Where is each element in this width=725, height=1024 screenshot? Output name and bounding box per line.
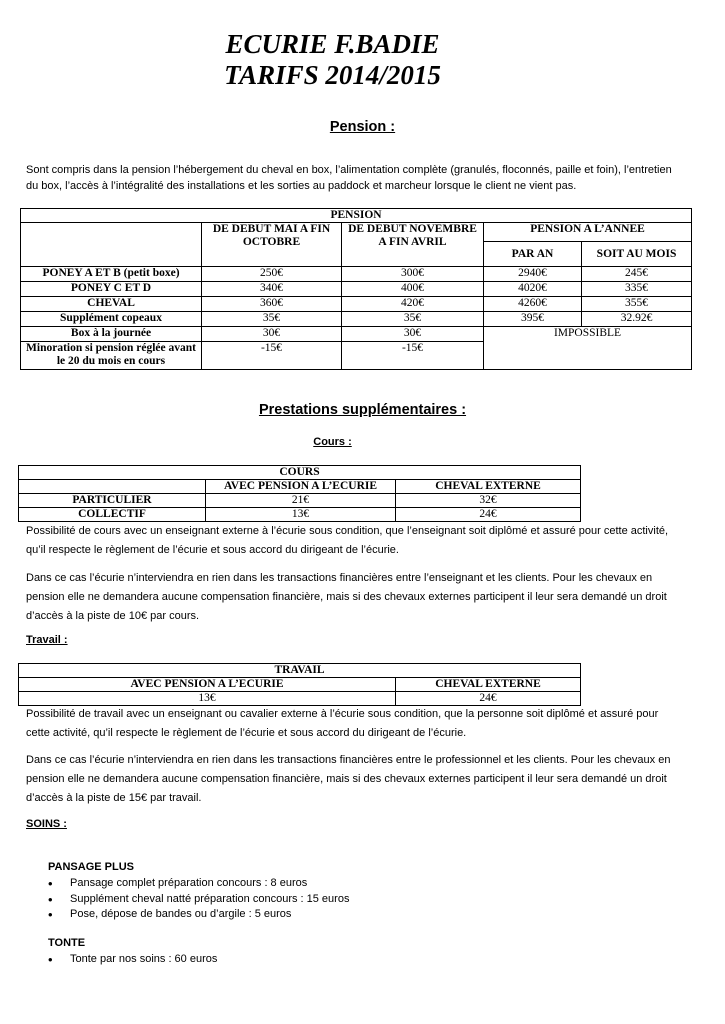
list-item: • Pose, dépose de bandes ou d’argile : 5 euros <box>48 907 349 923</box>
cell: 355€ <box>582 297 692 312</box>
cell: 300€ <box>342 267 484 282</box>
col-cheval-externe: CHEVAL EXTERNE <box>396 678 581 692</box>
pension-table-corner <box>21 223 202 267</box>
soins-heading: SOINS : <box>26 818 67 830</box>
pansage-list <box>48 876 349 923</box>
page-title-line-1: ECURIE F.BADIE <box>225 29 440 59</box>
cell: 35€ <box>202 312 342 327</box>
pension-row <box>21 282 692 297</box>
travail-heading: Travail : <box>26 634 68 646</box>
row-label: Minoration si pension réglée avant le 20 du mois en cours <box>21 342 202 370</box>
row-label: Supplément copeaux <box>21 312 202 327</box>
col-mois: SOIT AU MOIS <box>582 242 692 267</box>
cours-paragraph-1: Possibilité de cours avec un enseignant externe à l’écurie sous condition, que l’enseignant soit diplômé et assuré pour cette activité, qu’il respecte le règlement de l’écurie et sous accord du dirigeant de l’écurie. <box>26 525 669 556</box>
cell: 420€ <box>342 297 484 312</box>
tonte-list <box>48 952 217 968</box>
cours-table <box>18 465 581 522</box>
page-title-line-2: TARIFS 2014/2015 <box>224 60 441 90</box>
cell: 250€ <box>202 267 342 282</box>
travail-table <box>18 663 581 706</box>
pension-table <box>20 208 692 370</box>
cell: 335€ <box>582 282 692 297</box>
cell: 4020€ <box>484 282 582 297</box>
cell: 24€ <box>396 692 581 706</box>
cell: 32.92€ <box>582 312 692 327</box>
travail-table-title: TRAVAIL <box>19 664 581 678</box>
cours-heading: Cours : <box>313 436 352 448</box>
cell: 35€ <box>342 312 484 327</box>
cours-row <box>19 508 581 522</box>
cell: 13€ <box>206 508 396 522</box>
cours-row <box>19 494 581 508</box>
col-cheval-externe: CHEVAL EXTERNE <box>396 480 581 494</box>
list-item: • Pansage complet préparation concours : 8 euros <box>48 876 349 892</box>
row-label: Box à la journée <box>21 327 202 342</box>
cell: 360€ <box>202 297 342 312</box>
cell: 2940€ <box>484 267 582 282</box>
cell: 21€ <box>206 494 396 508</box>
pension-row <box>21 297 692 312</box>
cell: 24€ <box>396 508 581 522</box>
list-item: • Tonte par nos soins : 60 euros <box>48 952 217 968</box>
col-avec-pension: AVEC PENSION A L’ECURIE <box>19 678 396 692</box>
prestations-heading: Prestations supplémentaires : <box>258 402 467 418</box>
cell: 395€ <box>484 312 582 327</box>
cell: 245€ <box>582 267 692 282</box>
pension-intro: Sont compris dans la pension l’hébergement du cheval en box, l’alimentation complète (granulés, floconnés, paille et foin), l’entretien du box, l’accès à l’intégralité des installations et les sorties au paddock et marcheur lorsque le client ne vient pas. <box>26 164 672 192</box>
cours-table-corner <box>19 480 206 494</box>
col-par-an: PAR AN <box>484 242 582 267</box>
cell: 32€ <box>396 494 581 508</box>
pension-row <box>21 312 692 327</box>
list-item: • Supplément cheval natté préparation concours : 15 euros <box>48 892 349 908</box>
impossible-cell: IMPOSSIBLE <box>484 327 692 370</box>
travail-paragraph-1: Possibilité de travail avec un enseignant ou cavalier externe à l’écurie sous condition, que la personne soit diplômé et assuré pour cette activité, qu’il respecte le règlement de l’écurie et sous accord du dirigeant de l’écurie. <box>26 708 659 739</box>
row-label: PARTICULIER <box>19 494 206 508</box>
travail-paragraph-2: Dans ce cas l’écurie n’interviendra en rien dans les transactions financières entre le professionnel et les clients. Pour les chevaux en pension elle ne demandera aucune compensation financière, mais si des chevaux externes participent il leur sera demandé un droit d’accès à la piste de 15€ par travail. <box>26 754 671 804</box>
cell: -15€ <box>202 342 342 370</box>
row-label: PONEY A ET B (petit boxe) <box>21 267 202 282</box>
pension-row <box>21 327 692 342</box>
col-mai-oct: DE DEBUT MAI A FIN OCTOBRE <box>202 223 342 267</box>
row-label: COLLECTIF <box>19 508 206 522</box>
pansage-heading: PANSAGE PLUS <box>48 861 134 873</box>
cell: -15€ <box>342 342 484 370</box>
cell: 4260€ <box>484 297 582 312</box>
pension-row <box>21 267 692 282</box>
tonte-heading: TONTE <box>48 937 86 949</box>
col-avec-pension: AVEC PENSION A L’ECURIE <box>206 480 396 494</box>
travail-row <box>19 692 581 706</box>
cell: 30€ <box>342 327 484 342</box>
col-nov-avr: DE DEBUT NOVEMBRE A FIN AVRIL <box>342 223 484 267</box>
cell: 30€ <box>202 327 342 342</box>
row-label: CHEVAL <box>21 297 202 312</box>
col-annee: PENSION A L’ANNEE <box>484 223 692 242</box>
pension-table-title: PENSION <box>21 209 692 223</box>
pension-heading: Pension : <box>329 119 396 135</box>
cell: 13€ <box>19 692 396 706</box>
row-label: PONEY C ET D <box>21 282 202 297</box>
cours-table-title: COURS <box>19 466 581 480</box>
cell: 340€ <box>202 282 342 297</box>
cours-paragraph-2: Dans ce cas l’écurie n’interviendra en rien dans les transactions financières entre l’enseignant et les clients. Pour les chevaux en pension elle ne demandera aucune compensation financière, mais si des chevaux externes participent il leur sera demandé un droit d’accès à la piste de 10€ par cours. <box>26 572 667 622</box>
cell: 400€ <box>342 282 484 297</box>
